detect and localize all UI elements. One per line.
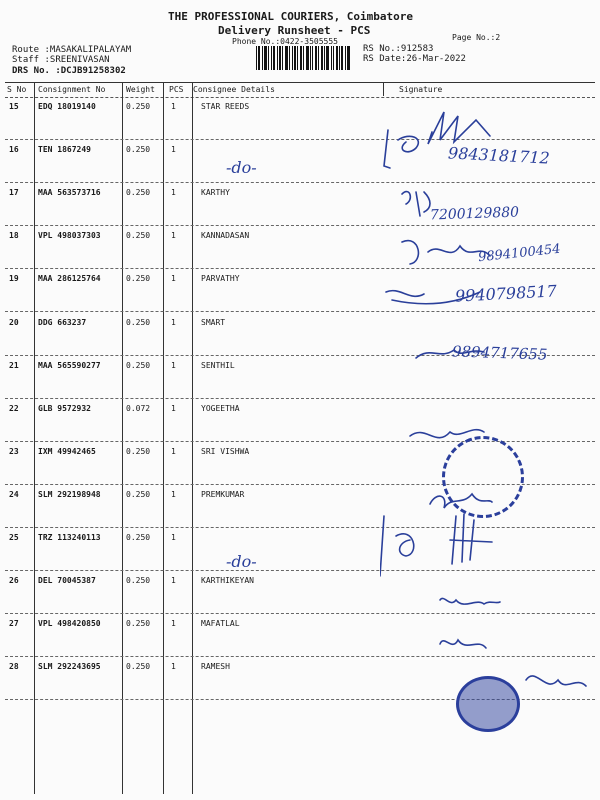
row-consignee: RAMESH	[201, 662, 230, 672]
row-pcs: 1	[171, 403, 176, 413]
row-sno: 28	[9, 662, 19, 672]
row-consignee: PREMKUMAR	[201, 489, 245, 499]
row-pcs: 1	[171, 231, 176, 241]
row-sno: 24	[9, 489, 19, 499]
handwritten-phone: 9894717655	[451, 342, 548, 364]
row-consignee: SMART	[201, 317, 226, 327]
row-consignment-no: GLB 9572932	[38, 403, 91, 413]
row-weight: 0.250	[126, 576, 151, 586]
row-consignment-no: VPL 498420850	[38, 619, 101, 629]
route: Route :MASAKALIPALAYAM	[12, 45, 132, 55]
row-weight: 0.250	[126, 489, 151, 499]
handwritten-phone: 7200129880	[429, 204, 520, 224]
row-consignment-no: IXM 49942465	[38, 446, 96, 456]
row-consignment-no: MAA 565590277	[38, 360, 101, 370]
row-consignment-no: DEL 70045387	[38, 576, 96, 586]
handwritten-phone: 9894100454	[477, 241, 562, 266]
handwritten-ditto: -do-	[226, 552, 257, 571]
handwritten-phone: 9843181712	[447, 143, 551, 168]
row-consignee: SRI VISHWA	[201, 446, 250, 456]
row-pcs: 1	[171, 360, 176, 370]
row-pcs: 1	[171, 533, 176, 542]
col-sno: S No	[7, 85, 27, 94]
row-consignee: KANNADASAN	[201, 231, 250, 241]
row-pcs: 1	[171, 619, 176, 629]
row-weight: 0.250	[126, 231, 151, 241]
phone-number: Phone No.:0422-3505555	[232, 37, 338, 46]
col-signature: Signature	[399, 85, 443, 94]
row-sno: 21	[9, 360, 19, 370]
rs-date: RS Date:26-Mar-2022	[363, 54, 466, 64]
barcode-image	[256, 46, 352, 70]
row-sno: 27	[9, 619, 19, 629]
row-consignee: STAR REEDS	[201, 102, 250, 111]
row-weight: 0.250	[126, 533, 151, 542]
row-weight: 0.250	[126, 619, 151, 629]
row-pcs: 1	[171, 576, 176, 586]
rs-number: RS No.:912583	[363, 44, 434, 54]
col-divider	[383, 82, 384, 96]
handwritten-phone: 9940798517	[454, 281, 558, 306]
row-weight: 0.250	[126, 317, 151, 327]
col-weight: Weight	[126, 85, 155, 94]
col-consignee: Consignee Details	[193, 85, 275, 94]
row-consignee: PARVATHY	[201, 274, 240, 284]
row-pcs: 1	[171, 188, 176, 198]
drs-number: DRS No. :DCJB91258302	[12, 66, 126, 76]
row-pcs: 1	[171, 102, 176, 111]
row-pcs: 1	[171, 662, 176, 672]
row-consignment-no: SLM 292243695	[38, 662, 101, 672]
row-consignment-no: MAA 563573716	[38, 188, 101, 198]
row-sno: 19	[9, 274, 19, 284]
row-consignment-no: EDQ 18019140	[38, 102, 96, 111]
row-sno: 17	[9, 188, 19, 198]
row-weight: 0.250	[126, 274, 151, 284]
row-weight: 0.250	[126, 662, 151, 672]
row-weight: 0.072	[126, 403, 151, 413]
row-consignment-no: VPL 498037303	[38, 231, 101, 241]
row-pcs: 1	[171, 489, 176, 499]
col-pcs: PCS	[169, 85, 184, 94]
row-weight: 0.250	[126, 145, 151, 155]
staff: Staff :SREENIVASAN	[12, 55, 110, 65]
row-sno: 15	[9, 102, 19, 111]
row-sno: 18	[9, 231, 19, 241]
handwritten-ditto: -do-	[226, 158, 257, 177]
row-consignee: KARTHY	[201, 188, 230, 198]
row-weight: 0.250	[126, 188, 151, 198]
row-pcs: 1	[171, 317, 176, 327]
page-number: Page No.:2	[452, 33, 501, 42]
col-consignment: Consignment No	[38, 85, 106, 94]
row-consignee: YOGEETHA	[201, 403, 240, 413]
company-stamp	[456, 676, 520, 732]
row-sno: 20	[9, 317, 19, 327]
row-weight: 0.250	[126, 446, 151, 456]
row-sno: 16	[9, 145, 19, 155]
row-consignee: KARTHIKEYAN	[201, 576, 254, 586]
row-consignment-no: TRZ 113240113	[38, 533, 101, 542]
row-consignment-no: MAA 286125764	[38, 274, 101, 284]
row-consignment-no: DDG 663237	[38, 317, 87, 327]
runsheet-title: Delivery Runsheet - PCS	[218, 24, 371, 37]
row-sno: 23	[9, 446, 19, 456]
company-title: THE PROFESSIONAL COURIERS, Coimbatore	[168, 10, 414, 23]
row-sno: 25	[9, 533, 19, 542]
row-consignee: MAFATLAL	[201, 619, 240, 629]
row-pcs: 1	[171, 145, 176, 155]
row-consignee: SENTHIL	[201, 360, 235, 370]
row-sno: 26	[9, 576, 19, 586]
row-consignment-no: SLM 292198948	[38, 489, 101, 499]
row-pcs: 1	[171, 274, 176, 284]
row-weight: 0.250	[126, 360, 151, 370]
row-pcs: 1	[171, 446, 176, 456]
row-consignment-no: TEN 1867249	[38, 145, 91, 155]
row-sno: 22	[9, 403, 19, 413]
row-weight: 0.250	[126, 102, 151, 111]
